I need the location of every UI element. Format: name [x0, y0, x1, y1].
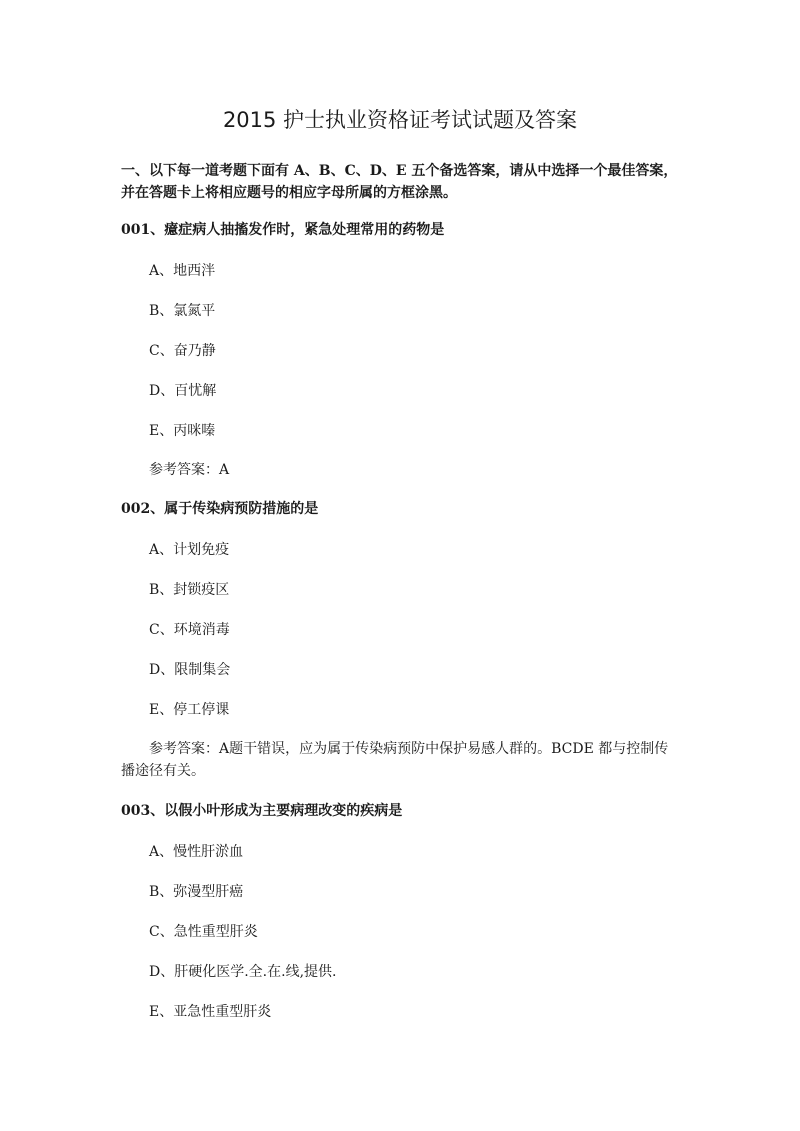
- question-002-option-a: A、计划免疫: [149, 542, 230, 558]
- question-001-option-b: B、氯氮平: [149, 303, 216, 319]
- question-003-option-e: E、亚急性重型肝炎: [149, 1004, 272, 1020]
- question-003-option-a: A、慢性肝淤血: [149, 844, 244, 860]
- question-003-option-c: C、急性重型肝炎: [149, 924, 258, 940]
- question-001-answer: 参考答案：A: [149, 462, 230, 478]
- instructions: 一、以下每一道考题下面有 A、B、C、D、E 五个备选答案，请从中选择一个最佳答案，并在答题卡上将相应题号的相应字母所属的方框涂黑。: [121, 163, 678, 201]
- question-001-option-c: C、奋乃静: [149, 343, 216, 359]
- question-002-stem: 002、属于传染病预防措施的是: [121, 501, 319, 517]
- question-002-answer: 参考答案：A题干错误，应为属于传染病预防中保护易感人群的。BCDE 都与控制传播途径有关。: [121, 741, 669, 779]
- document-title: 2015 护士执业资格证考试试题及答案: [222, 108, 578, 132]
- question-003-stem: 003、以假小叶形成为主要病理改变的疾病是: [121, 803, 403, 819]
- question-002-option-d: D、限制集会: [149, 662, 231, 678]
- question-003-option-b: B、弥漫型肝癌: [149, 884, 244, 900]
- question-001-option-d: D、百忧解: [149, 383, 217, 399]
- question-001-option-a: A、地西泮: [149, 263, 216, 279]
- question-001-option-e: E、丙咪嗪: [149, 423, 216, 439]
- question-002-option-e: E、停工停课: [149, 702, 230, 718]
- question-002-option-c: C、环境消毒: [149, 622, 230, 638]
- question-003-option-d: D、肝硬化医学.全.在.线,提供.: [149, 964, 337, 980]
- question-001-stem: 001、癔症病人抽搐发作时，紧急处理常用的药物是: [121, 222, 445, 238]
- question-002-option-b: B、封锁疫区: [149, 582, 230, 598]
